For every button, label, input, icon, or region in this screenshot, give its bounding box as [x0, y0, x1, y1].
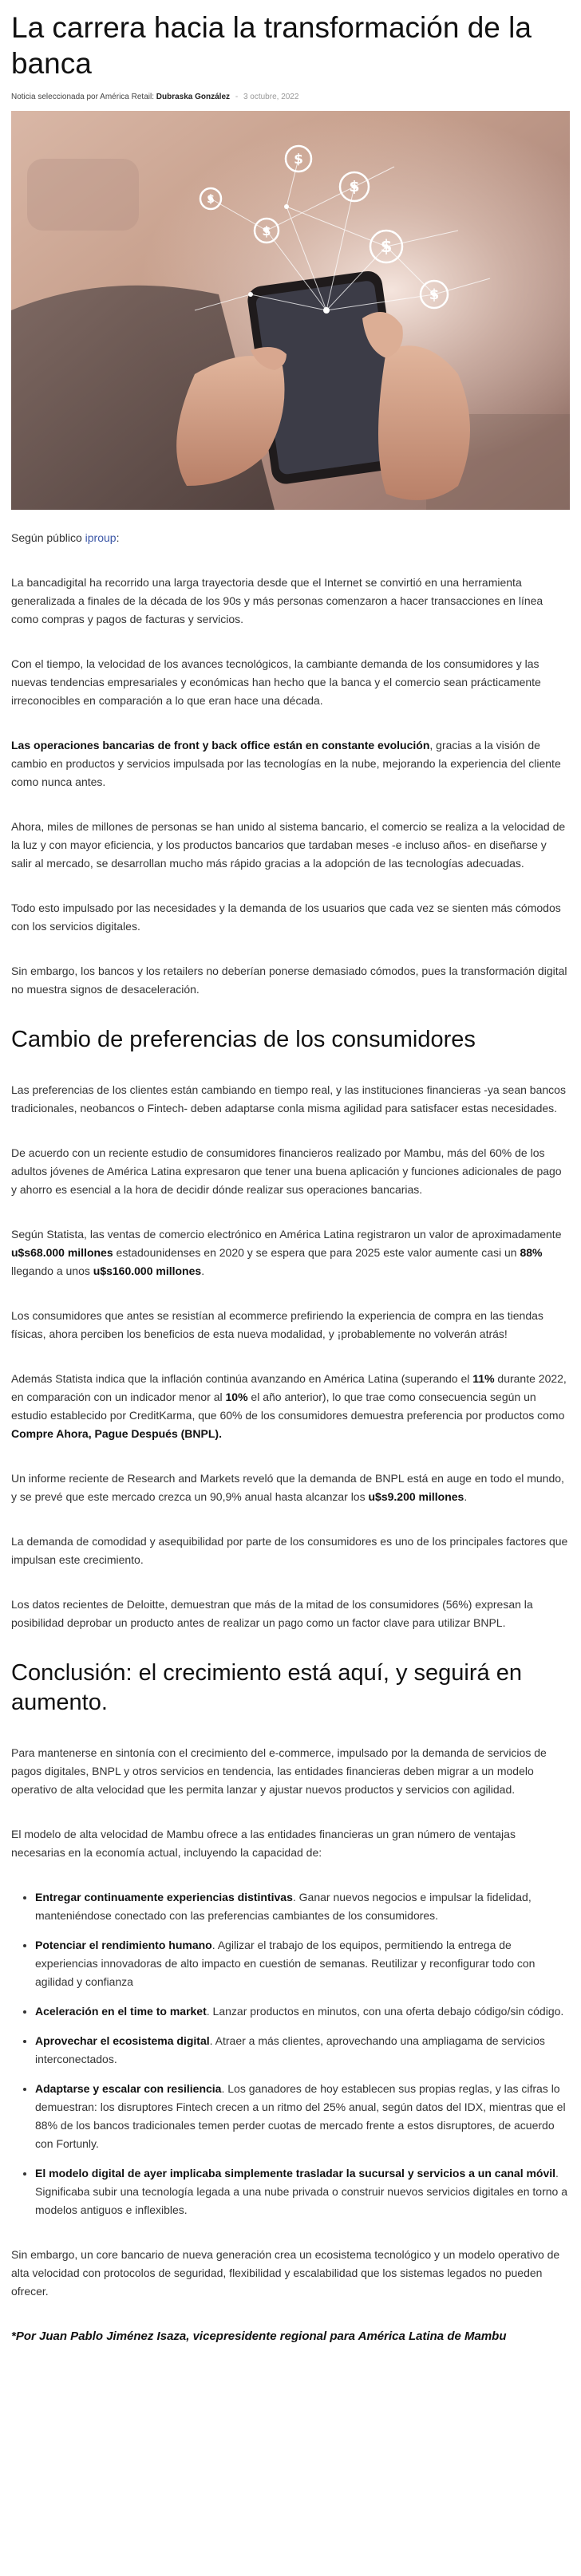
- author-signature: *Por Juan Pablo Jiménez Isaza, vicepresidente regional para América Latina de Mambu: [11, 2329, 507, 2343]
- paragraph-text: Además Statista indica que la inflación continúa avanzando en América Latina (superando el: [11, 1372, 473, 1385]
- bold-text: u$s9.200 millones: [368, 1490, 464, 1503]
- section-heading-conclusion: Conclusión: el crecimiento está aquí, y seguirá en aumento.: [11, 1660, 522, 1715]
- list-item-text: . Lanzar productos en minutos, con una oferta debajo código/sin código.: [206, 2005, 564, 2018]
- meta-author[interactable]: Dubraska González: [156, 93, 231, 101]
- paragraph: [11, 1370, 570, 1443]
- paragraph-text: , gracias a la visión de cambio en productos y servicios impulsada por las tecnologías en la nube, mejorando la experiencia del cliente como nunca antes.: [11, 739, 561, 788]
- paragraph: Los datos recientes de Deloitte, demuestran que más de la mitad de los consumidores (56%) expresan la posibilidad deprobar un producto antes de realizar un pago como un factor clave para utilizar BNPL.: [11, 1598, 533, 1629]
- hero-image: [11, 111, 570, 510]
- paragraph-text: durante 2022, en comparación con un indicador menor al: [11, 1372, 567, 1403]
- bold-text: El modelo digital de ayer implicaba simplemente trasladar la sucursal y servicios a un canal móvil: [35, 2167, 556, 2180]
- bold-text: Aprovechar el ecosistema digital: [35, 2034, 210, 2047]
- article-meta: [11, 92, 570, 103]
- bold-text: Adaptarse y escalar con resiliencia: [35, 2082, 222, 2095]
- bold-text: 10%: [225, 1391, 248, 1403]
- svg-text:$: $: [429, 286, 440, 303]
- source-line: [11, 529, 570, 547]
- paragraph: Con el tiempo, la velocidad de los avances tecnológicos, la cambiante demanda de los consumidores y las nuevas tendencias empresariales y económicas han hecho que la banca y el comercio sean prácticamente irreconocibles en comparación a lo que eran hace una década.: [11, 657, 541, 707]
- svg-text:$: $: [380, 237, 393, 256]
- paragraph: La bancadigital ha recorrido una larga trayectoria desde que el Internet se convirtió en una herramienta generalizada a finales de la década de los 90s y más personas comenzaron a hacer transacciones en línea como compras y pagos de facturas y servicios.: [11, 576, 543, 625]
- bold-text: u$s68.000 millones: [11, 1246, 113, 1259]
- svg-text:$: $: [349, 178, 360, 195]
- paragraph-text: estadounidenses en 2020 y se espera que para 2025 este valor aumente casi un: [113, 1246, 520, 1259]
- paragraph-text: el año anterior), lo que trae como consecuencia según un estudio establecido por CreditKarma, que 60% de los consumidores demuestra preferencia por productos como: [11, 1391, 565, 1422]
- bold-text: 88%: [520, 1246, 543, 1259]
- paragraph: Sin embargo, los bancos y los retailers no deberían ponerse demasiado cómodos, pues la transformación digital no muestra signos de desaceleración.: [11, 965, 567, 996]
- paragraph-text: Un informe reciente de Research and Markets reveló que la demanda de BNPL está en auge en todo el mundo, y se prevé que este mercado crezca un 90,9% anual hasta alcanzar los: [11, 1472, 564, 1503]
- bold-text: Aceleración en el time to market: [35, 2005, 207, 2018]
- paragraph: [11, 736, 570, 791]
- bold-text: Entregar continuamente experiencias distintivas: [35, 1891, 293, 1903]
- source-prefix: Según público: [11, 531, 82, 544]
- list-item-text: . Significaba subir una tecnología legada a una nube privada o construir nuevos servicios digitales en torno a modelos antiguos e inflexibles.: [35, 2167, 567, 2216]
- bold-text: u$s160.000 millones: [93, 1264, 202, 1277]
- list-item: [35, 2080, 570, 2153]
- meta-separator: -: [235, 93, 239, 101]
- list-item-text: . Agilizar el trabajo de los equipos, permitiendo la entrega de experiencias innovadoras de alto impacto en cuestión de semanas. Reutilizar y reconfigurar todo con agilidad y confianza: [35, 1939, 536, 1988]
- paragraph-text: .: [201, 1264, 205, 1277]
- list-item: [35, 2002, 570, 2021]
- article-body: [11, 529, 570, 2345]
- source-suffix: :: [116, 531, 120, 544]
- paragraph: La demanda de comodidad y asequibilidad por parte de los consumidores es uno de los principales factores que impulsan este crecimiento.: [11, 1535, 568, 1566]
- svg-text:$: $: [262, 223, 271, 239]
- article-title: La carrera hacia la transformación de la banca: [11, 11, 532, 80]
- source-link[interactable]: iproup: [85, 531, 117, 544]
- paragraph: Los consumidores que antes se resistían al ecommerce prefiriendo la experiencia de compra en las tiendas físicas, ahora perciben los beneficios de esta nueva modalidad, y ¡probablemente no volverán atrás!: [11, 1309, 543, 1340]
- capabilities-list: [11, 1888, 570, 2219]
- paragraph: Todo esto impulsado por las necesidades y la demanda de los usuarios que cada vez se sienten más cómodos con los servicios digitales.: [11, 901, 561, 933]
- bold-text: Potenciar el rendimiento humano: [35, 1939, 212, 1951]
- list-item-text: . Atraer a más clientes, aprovechando una ampliagama de servicios interconectados.: [35, 2034, 545, 2065]
- paragraph: [11, 1225, 570, 1280]
- paragraph-text: .: [464, 1490, 468, 1503]
- paragraph-text: llegando a unos: [11, 1264, 93, 1277]
- bold-text: 11%: [472, 1372, 495, 1385]
- paragraph: Las preferencias de los clientes están cambiando en tiempo real, y las instituciones financieras -ya sean bancos tradicionales, neobancos o Fintech- deben adaptarse conla misma agilidad para satisfacer estas necesidades.: [11, 1083, 566, 1114]
- paragraph: [11, 1469, 570, 1506]
- meta-prefix: Noticia seleccionada por América Retail:: [11, 93, 154, 101]
- list-item-text: . Ganar nuevos negocios e impulsar la fidelidad, manteniéndose conectado con las preferencias cambiantes de los consumidores.: [35, 1891, 532, 1922]
- bold-text: Las operaciones bancarias de front y back office están en constante evolución: [11, 739, 430, 751]
- paragraph-text: Según Statista, las ventas de comercio electrónico en América Latina registraron un valor de aproximadamente: [11, 1228, 562, 1241]
- paragraph: De acuerdo con un reciente estudio de consumidores financieros realizado por Mambu, más del 60% de los adultos jóvenes de América Latina expresaron que tener una buena aplicación y funciones adicionales de pago y ahorro es esencial a la hora de decidir dónde realizar sus operaciones bancarias.: [11, 1146, 562, 1196]
- meta-date: 3 octubre, 2022: [243, 93, 299, 101]
- list-item: [35, 2032, 570, 2069]
- paragraph: Sin embargo, un core bancario de nueva generación crea un ecosistema tecnológico y un modelo operativo de alta velocidad con protocolos de seguridad, flexibilidad y escalabilidad que los sistemas legados no pueden ofrecer.: [11, 2248, 560, 2298]
- paragraph: El modelo de alta velocidad de Mambu ofrece a las entidades financieras un gran número de ventajas necesarias en la economía actual, incluyendo la capacidad de:: [11, 1828, 516, 1859]
- svg-text:$: $: [294, 152, 303, 168]
- svg-text:$: $: [207, 193, 215, 206]
- list-item: [35, 2164, 570, 2219]
- list-item-text: . Los ganadores de hoy establecen sus propias reglas, y las cifras lo demuestran: los disruptores Fintech crecen a un ritmo del 25% anual, según datos del IDX, mientras que el 88% de los bancos tradicionales temen perder cuotas de mercado frente a estos disruptores, de acuerdo con Fortunly.: [35, 2082, 566, 2150]
- section-heading-consumer-preferences: Cambio de preferencias de los consumidores: [11, 1027, 476, 1052]
- list-item: [35, 1936, 570, 1991]
- list-item: [35, 1888, 570, 1925]
- paragraph: Ahora, miles de millones de personas se han unido al sistema bancario, el comercio se realiza a la velocidad de la luz y con mayor eficiencia, y los productos bancarios que tardaban meses -e incluso años- en diseñarse y salir al mercado, se desarrollan mucho más rápido gracias a la adopción de las tecnologías adecuadas.: [11, 820, 566, 870]
- paragraph: Para mantenerse en sintonía con el crecimiento del e-commerce, impulsado por la demanda de servicios de pagos digitales, BNPL y otros servicios en tendencia, las entidades financieras deben migrar a un modelo operativo de alta velocidad que les permita lanzar y ajustar nuevos productos y servicios con agilidad.: [11, 1746, 547, 1796]
- bold-text: Compre Ahora, Pague Después (BNPL).: [11, 1427, 222, 1440]
